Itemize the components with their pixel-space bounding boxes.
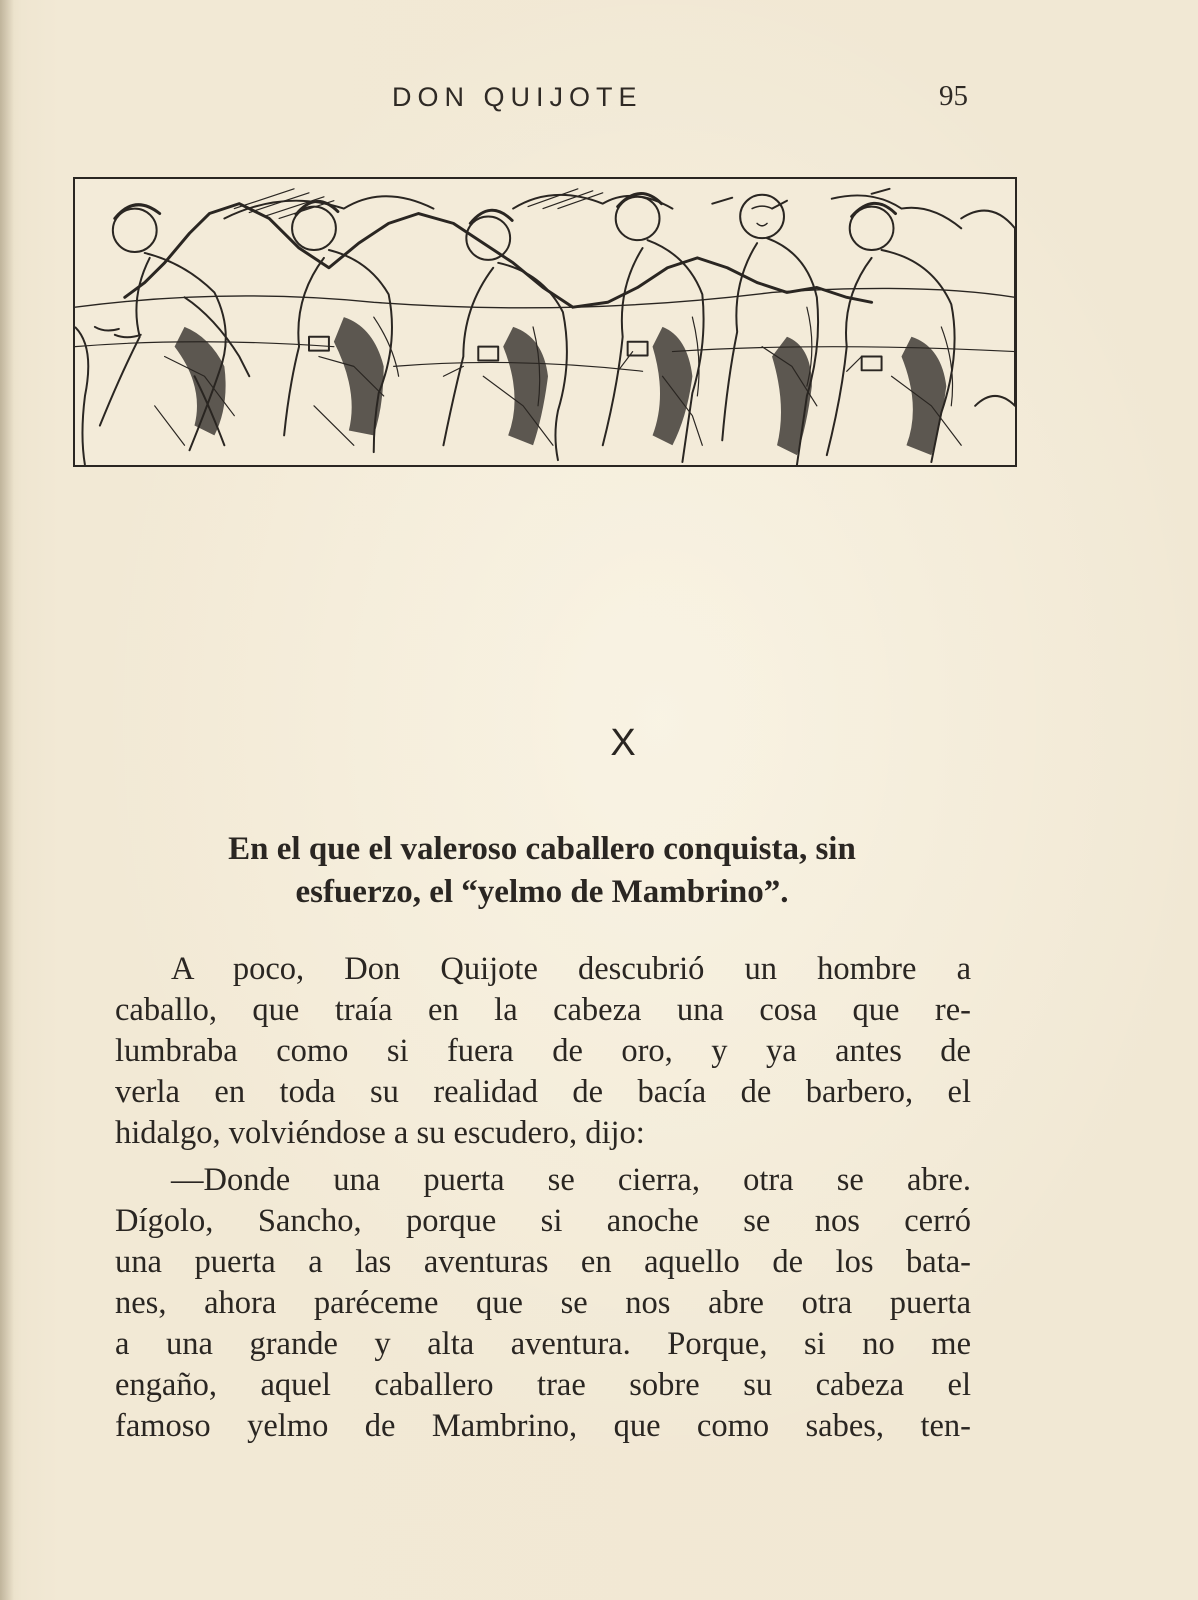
text-line: —Donde una puerta se cierra, otra se abre.	[171, 1162, 971, 1198]
running-head-title: DON QUIJOTE	[392, 82, 643, 112]
spine-shadow	[0, 0, 14, 1600]
chapter-number: X	[610, 722, 636, 764]
text-line: famoso yelmo de Mambrino, que como sabes, ten-	[115, 1408, 971, 1444]
text-line: Dígolo, Sancho, porque si anoche se nos cerró	[115, 1203, 971, 1239]
text-line: una puerta a las aventuras en aquello de los bata-	[115, 1244, 971, 1280]
paragraph	[115, 1160, 971, 1447]
text-line: A poco, Don Quijote descubrió un hombre a	[171, 951, 971, 987]
galley-slaves-drawing	[75, 179, 1015, 465]
text-line: a una grande y alta aventura. Porque, si no me	[115, 1326, 971, 1362]
text-line: lumbraba como si fuera de oro, y ya antes de	[115, 1033, 971, 1069]
paragraph	[115, 949, 971, 1154]
text-line: hidalgo, volviéndose a su escudero, dijo:	[115, 1115, 645, 1151]
body-text	[115, 949, 971, 1447]
chapter-title	[113, 828, 971, 914]
text-line: verla en toda su realidad de bacía de barbero, el	[115, 1074, 971, 1110]
chapter-title-line: En el que el valeroso caballero conquista, sin	[228, 831, 856, 867]
page-number: 95	[939, 80, 968, 112]
text-line: nes, ahora paréceme que se nos abre otra puerta	[115, 1285, 971, 1321]
text-line: engaño, aquel caballero trae sobre su cabeza el	[115, 1367, 971, 1403]
chapter-title-line: esfuerzo, el “yelmo de Mambrino”.	[295, 874, 789, 910]
text-line: caballo, que traía en la cabeza una cosa que re-	[115, 992, 971, 1028]
chapter-illustration	[73, 177, 1017, 467]
